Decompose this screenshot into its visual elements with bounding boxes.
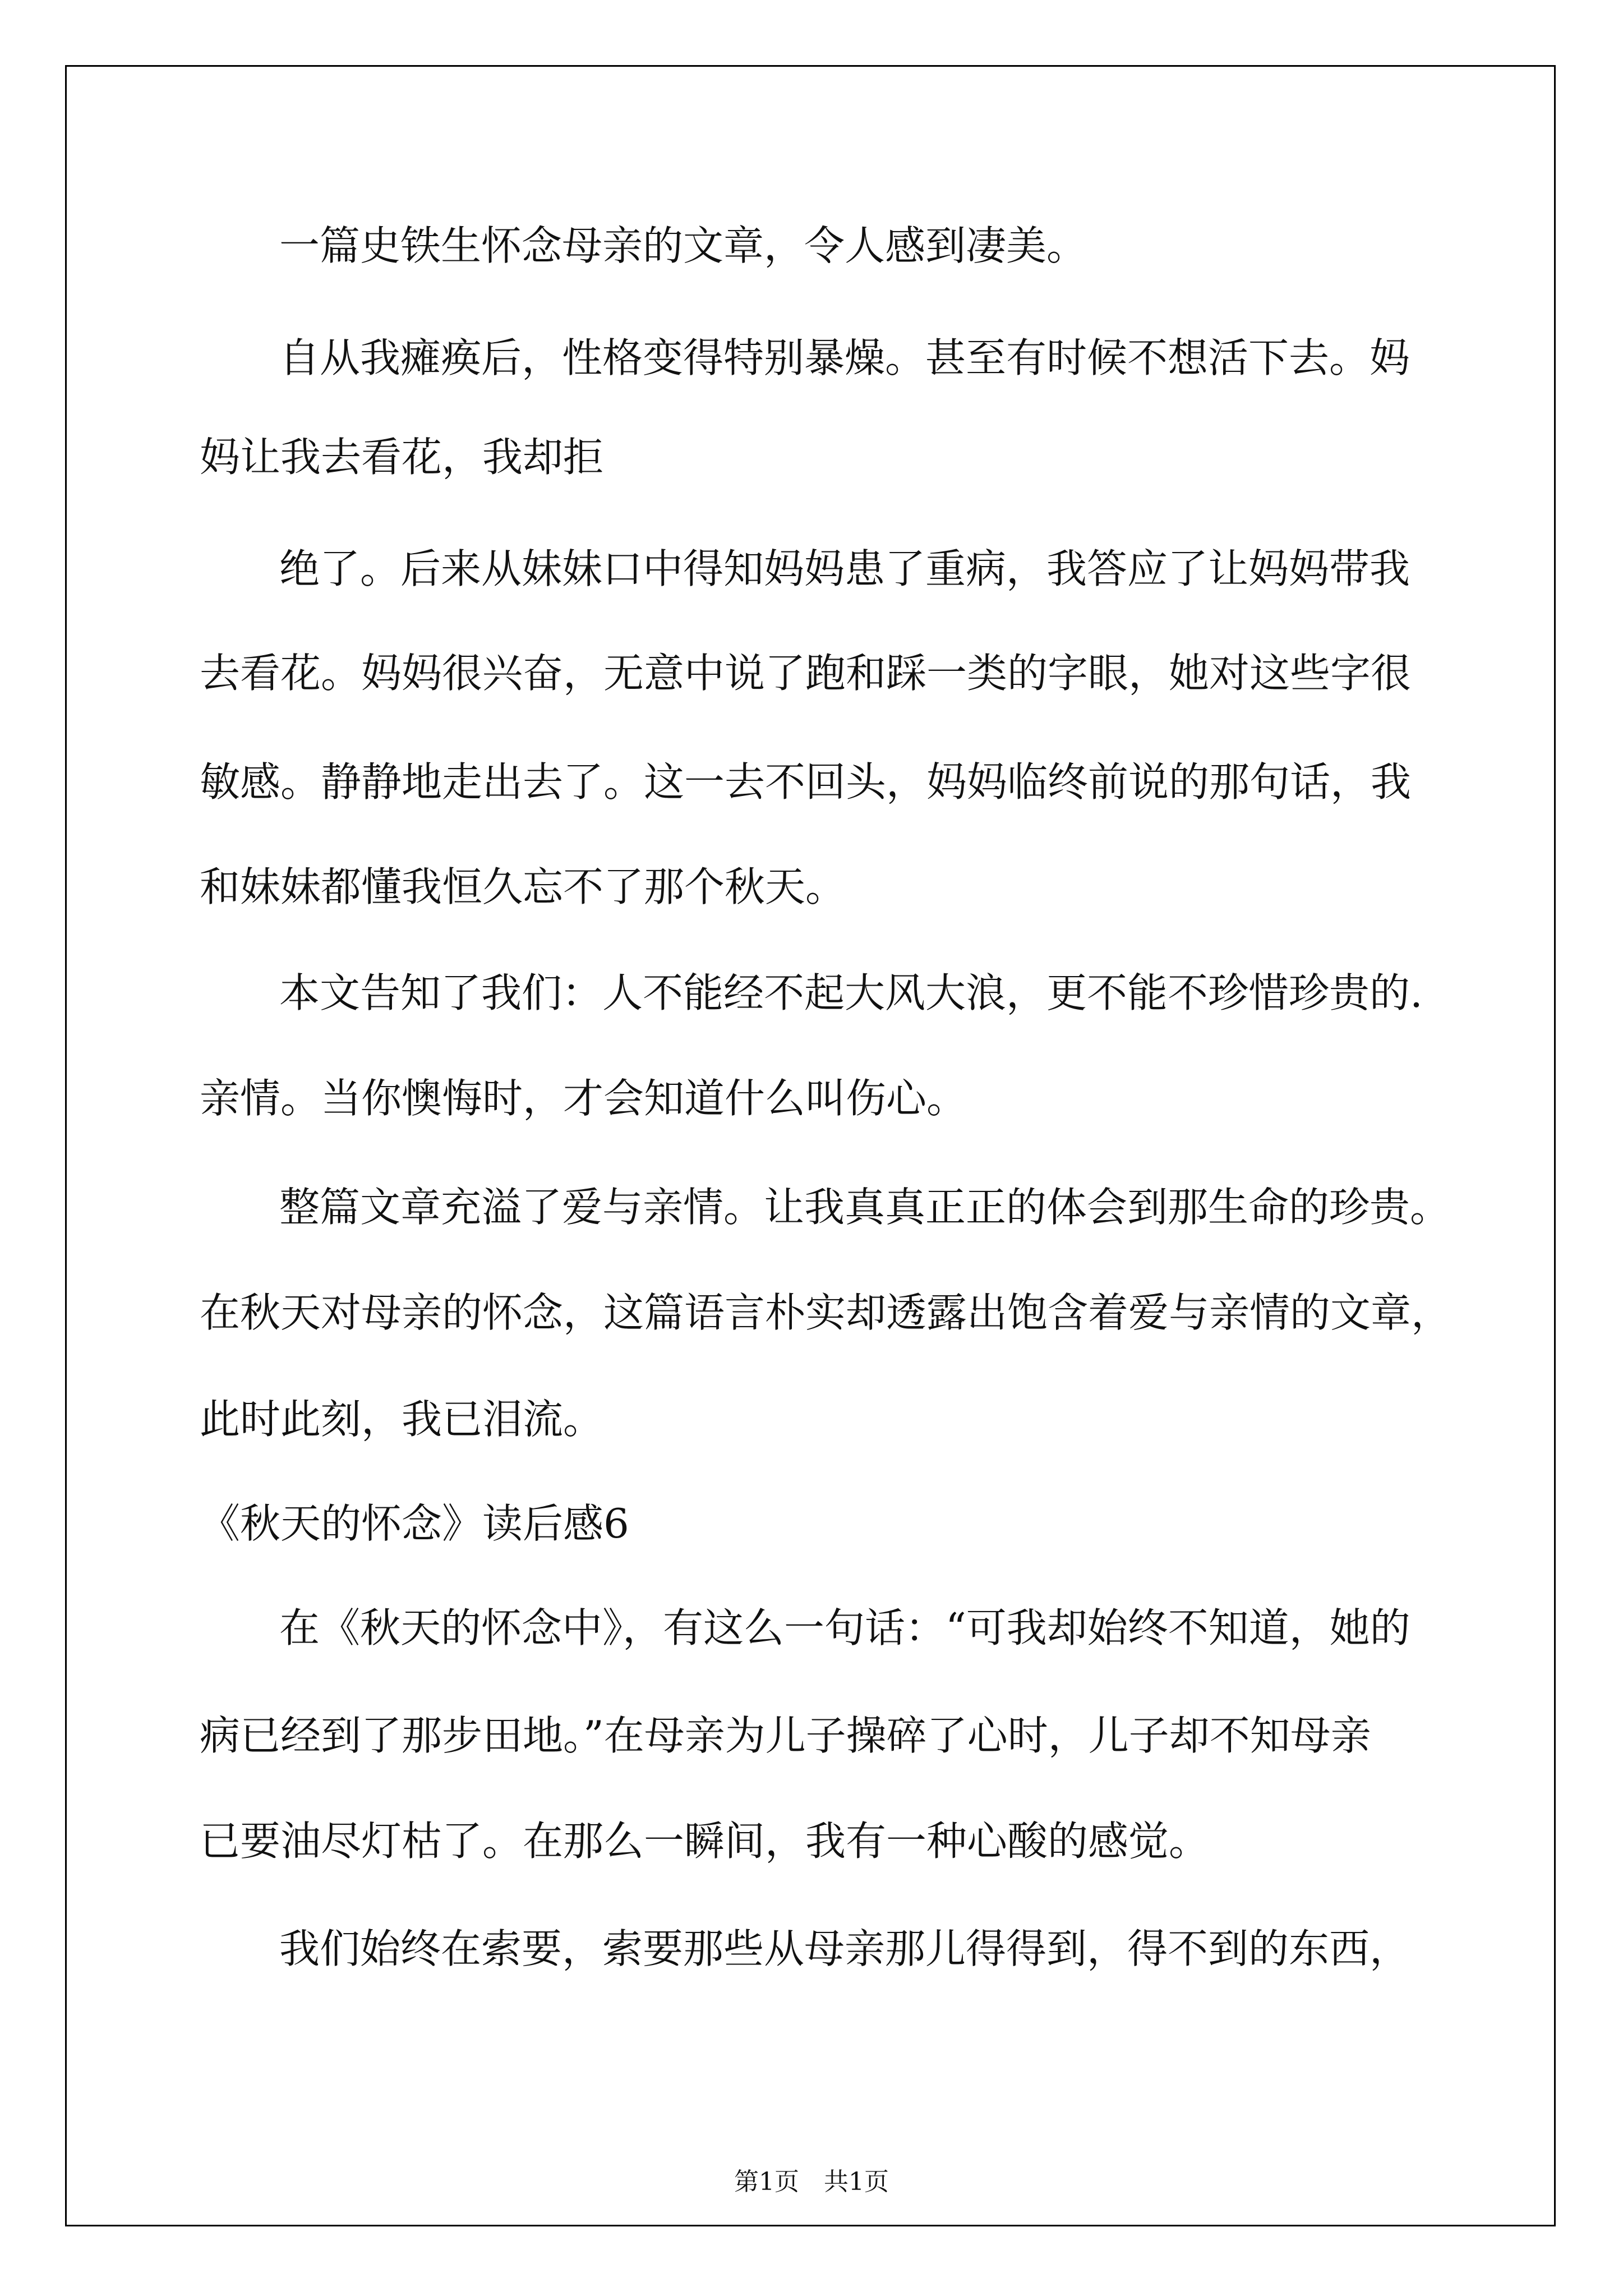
paragraph-line: 绝了。后来从妹妹口中得知妈妈患了重病，我答应了让妈妈带我 (279, 545, 1410, 592)
paragraph-line: 敏感。静静地走出去了。这一去不回头，妈妈临终前说的那句话，我 (200, 758, 1412, 806)
page-footer: 第1页 共1页 (734, 2168, 889, 2196)
paragraph-line: 在秋天对母亲的怀念，这篇语言朴实却透露出饱含着爱与亲情的文章， (200, 1289, 1452, 1336)
section-heading: 《秋天的怀念》读后感6 (200, 1500, 629, 1547)
paragraph-line: 我们始终在索要，索要那些从母亲那儿得得到，得不到的东西， (279, 1925, 1410, 1972)
paragraph-line: 和妹妹都懂我恒久忘不了那个秋天。 (200, 863, 846, 910)
paragraph-line: 一篇史铁生怀念母亲的文章，令人感到凄美。 (279, 222, 1087, 269)
paragraph-line: 已要油尽灯枯了。在那么一瞬间，我有一种心酸的感觉。 (200, 1818, 1210, 1865)
paragraph-line: 此时此刻，我已泪流。 (200, 1396, 604, 1443)
page-border (65, 65, 1556, 2226)
paragraph-line: 亲情。当你懊悔时，才会知道什么叫伤心。 (200, 1075, 967, 1122)
paragraph-line: 整篇文章充溢了爱与亲情。让我真真正正的体会到那生命的珍贵。 (279, 1184, 1451, 1231)
paragraph-line: 本文告知了我们：人不能经不起大风大浪，更不能不珍惜珍贵的. (279, 969, 1423, 1016)
paragraph-line: 病已经到了那步田地。”在母亲为儿子操碎了心时，儿子却不知母亲 (200, 1712, 1371, 1759)
paragraph-line: 自从我瘫痪后，性格变得特别暴燥。甚至有时候不想活下去。妈 (279, 334, 1410, 381)
paragraph-line: 去看花。妈妈很兴奋，无意中说了跑和踩一类的字眼，她对这些字很 (200, 650, 1412, 697)
paragraph-line: 在《秋天的怀念中》，有这么一句话：“可我却始终不知道，她的 (279, 1604, 1410, 1651)
paragraph-line: 妈让我去看花，我却拒 (200, 434, 604, 481)
